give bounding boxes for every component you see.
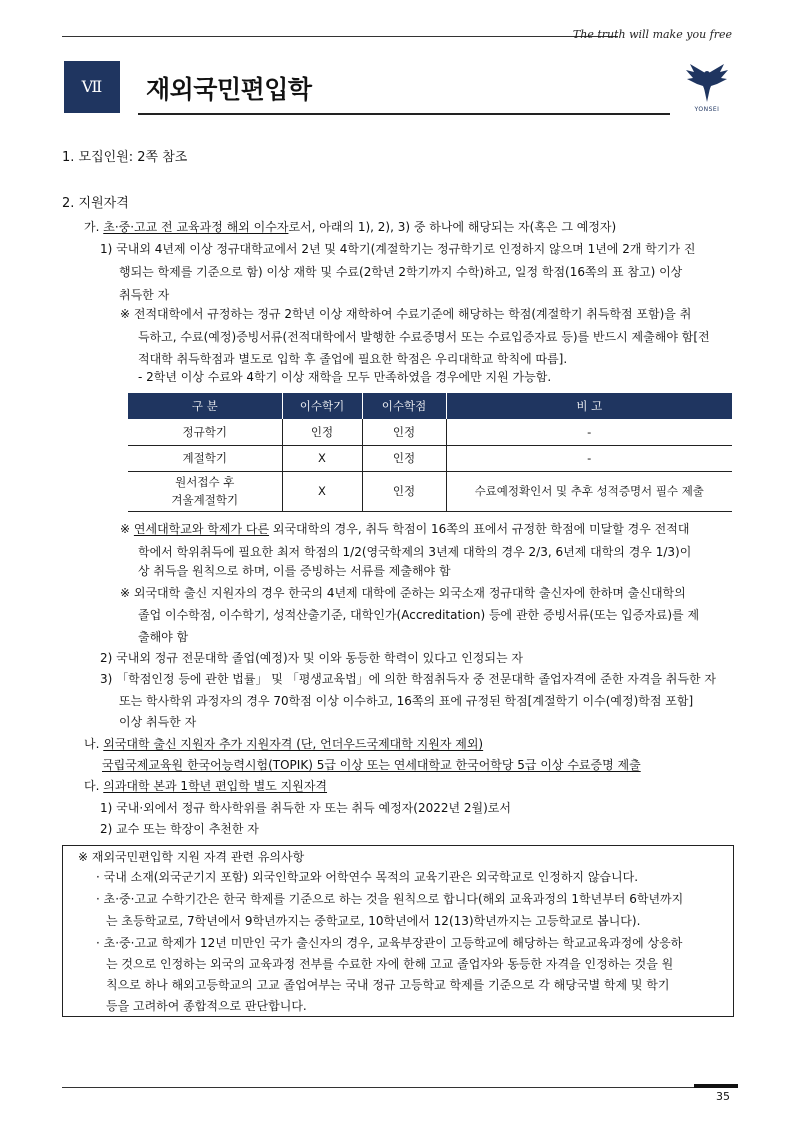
section-1-heading: 1. 모집인원: 2쪽 참조 <box>62 150 188 165</box>
notice-line: 칙으로 하나 해외고등학교의 고교 졸업여부는 국내 정규 고등학교 학제를 기준으로 각 해당국별 학제 및 학기 <box>106 978 670 992</box>
clause-na-title: 외국대학 출신 지원자 추가 지원자격 (단, 언더우드국제대학 지원자 제외) <box>103 737 484 751</box>
clause-na-marker: 나. <box>84 737 100 751</box>
note-3-line-2: 졸업 이수학점, 이수학기, 성적산출기준, 대학인가(Accreditation) 등에 관한 증빙서류(또는 입증자료)를 제 <box>138 608 700 622</box>
clause-da-marker: 다. <box>84 779 100 793</box>
page-title: 재외국민편입학 <box>146 75 312 104</box>
table-cell: 수료예정확인서 및 추후 성적증명서 필수 제출 <box>446 471 732 511</box>
clause-da-title: 의과대학 본과 1학년 편입학 별도 지원자격 <box>103 779 328 793</box>
notice-line: 등을 고려하여 종합적으로 판단합니다. <box>106 999 307 1013</box>
item-2: 2) 국내외 정규 전문대학 졸업(예정)자 및 이와 동등한 학력이 있다고 인정되는 자 <box>100 651 523 665</box>
note-2-underlined: 연세대학교와 학제가 다른 <box>133 522 270 536</box>
page-number: 35 <box>716 1090 730 1103</box>
notice-line: · 초·중·고교 수학기간은 한국 학제를 기준으로 하는 것을 원칙으로 합니다(해외 교육과정의 1학년부터 6학년까지 <box>96 892 684 906</box>
table-cell: - <box>446 445 732 471</box>
table-cell: 인정 <box>362 445 446 471</box>
note-2-rest: 외국대학의 경우, 취득 학점이 16쪽의 표에서 규정한 학점에 미달할 경우 전적대 <box>272 522 690 536</box>
note-3-line-3: 출해야 함 <box>138 630 189 644</box>
title-rule <box>138 113 670 115</box>
footer-tab <box>694 1084 738 1088</box>
note-3-line-1: ※ 외국대학 출신 지원자의 경우 한국의 4년제 대학에 준하는 외국소재 정규대학 출신자에 한하며 출신대학의 <box>120 586 686 600</box>
item-1-line-1: 1) 국내외 4년제 이상 정규대학교에서 2년 및 4학기(계절학기는 정규학기로 인정하지 않으며 1년에 2개 학기가 진 <box>100 242 696 256</box>
header-rule <box>62 36 618 37</box>
table-cell-line: 원서접수 후 <box>175 475 235 489</box>
clause-ga-underlined: 초·중·고교 전 교육과정 해외 이수자 <box>103 220 289 234</box>
section-2-heading: 2. 지원자격 <box>62 196 129 211</box>
notice-line: · 초·중·고교 학제가 12년 미만인 국가 출신자의 경우, 교육부장관이 고등학교에 해당하는 학교교육과정에 상응하 <box>96 936 683 950</box>
table-cell: X <box>282 471 362 511</box>
clause-ga-rest: 로서, 아래의 1), 2), 3) 중 하나에 해당되는 자(혹은 그 예정자) <box>288 220 617 234</box>
table-header-cell: 이수학기 <box>282 393 362 419</box>
clause-da-item-2: 2) 교수 또는 학장이 추천한 자 <box>100 822 259 836</box>
notice-line: 는 초등학교로, 7학년에서 9학년까지는 중학교로, 10학년에서 12(13)학년까지는 고등학교로 봅니다). <box>106 914 641 928</box>
item-3-line-1: 3) 「학점인정 등에 관한 법률」 및 「평생교육법」에 의한 학점취득자 중 전문대학 졸업자격에 준한 자격을 취득한 자 <box>100 672 716 686</box>
table-cell: 계절학기 <box>128 445 282 471</box>
note-2-line-1 <box>120 521 689 537</box>
clause-na-detail: 국립국제교육원 한국어능력시험(TOPIK) 5급 이상 또는 연세대학교 한국어학당 5급 이상 수료증명 제출 <box>102 758 641 772</box>
logo-text: YONSEI <box>694 106 720 113</box>
table-cell: 인정 <box>362 419 446 445</box>
clause-da <box>84 778 327 794</box>
table-header-row <box>128 393 732 419</box>
item-3-line-3: 이상 취득한 자 <box>119 715 197 729</box>
notice-line: 는 것으로 인정하는 외국의 교육과정 전부를 수료한 자에 한해 고교 졸업자와 동등한 자격을 인정하는 것을 원 <box>106 957 674 971</box>
note-1-line-4: - 2학년 이상 수료와 4학기 이상 재학을 모두 만족하였을 경우에만 지원 가능함. <box>138 370 552 384</box>
table-cell-line: 겨울계절학기 <box>171 493 239 507</box>
note-2-marker: ※ <box>120 522 131 536</box>
table-cell: 인정 <box>282 419 362 445</box>
table-header-cell: 이수학점 <box>362 393 446 419</box>
note-1-line-2: 득하고, 수료(예정)증빙서류(전적대학에서 발행한 수료증명서 또는 수료입증자료 등)를 반드시 제출해야 함[전 <box>138 330 710 344</box>
note-2-line-3: 상 취득을 원칙으로 하며, 이를 증빙하는 서류를 제출해야 함 <box>138 564 451 578</box>
credit-table <box>128 393 732 512</box>
header-motto: The truth will make you free <box>572 28 732 41</box>
table-header-cell: 구 분 <box>128 393 282 419</box>
table-row <box>128 471 732 511</box>
item-1-line-2: 행되는 학제를 기준으로 함) 이상 재학 및 수료(2학년 2학기까지 수학)하고, 일정 학점(16쪽의 표 참고) 이상 <box>119 265 683 279</box>
chapter-number-badge: Ⅶ <box>64 61 120 113</box>
table-cell: 인정 <box>362 471 446 511</box>
footer-rule <box>62 1087 738 1088</box>
notice-title: ※ 재외국민편입학 지원 자격 관련 유의사항 <box>78 850 305 864</box>
item-1-line-3: 취득한 자 <box>119 288 170 302</box>
clause-ga-marker: 가. <box>84 220 100 234</box>
item-3-line-2: 또는 학사학위 과정자의 경우 70학점 이상 이수하고, 16쪽의 표에 규정된 학점[계절학기 이수(예정)학점 포함] <box>119 694 694 708</box>
note-1-line-3: 적대학 취득학점과 별도로 입학 후 졸업에 필요한 학점은 우리대학교 학칙에 따름]. <box>138 352 568 366</box>
table-cell <box>128 471 282 511</box>
table-cell: - <box>446 419 732 445</box>
table-row <box>128 419 732 445</box>
note-2-line-2: 학에서 학위취득에 필요한 최저 학점의 1/2(영국학제의 3년제 대학의 경우 2/3, 6년제 대학의 경우 1/3)이 <box>138 545 692 559</box>
table-cell: 정규학기 <box>128 419 282 445</box>
clause-ga <box>84 219 616 235</box>
clause-da-item-1: 1) 국내·외에서 정규 학사학위를 취득한 자 또는 취득 예정자(2022년 2월)로서 <box>100 801 511 815</box>
note-1-line-1: ※ 전적대학에서 규정하는 정규 2학년 이상 재학하여 수료기준에 해당하는 학점(계절학기 취득학점 포함)을 취 <box>120 307 692 321</box>
table-header-cell: 비 고 <box>446 393 732 419</box>
table-cell: X <box>282 445 362 471</box>
clause-na <box>84 736 483 752</box>
table-row <box>128 445 732 471</box>
notice-line: · 국내 소재(외국군기지 포함) 외국인학교와 어학연수 목적의 교육기관은 외국학교로 인정하지 않습니다. <box>96 870 639 884</box>
